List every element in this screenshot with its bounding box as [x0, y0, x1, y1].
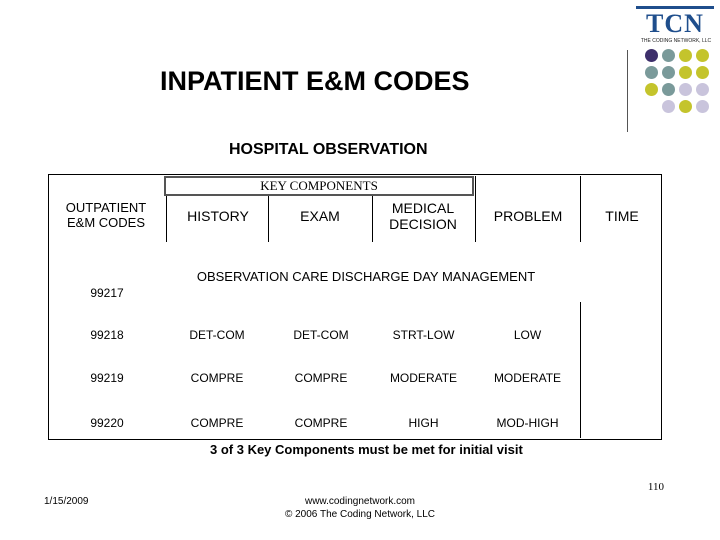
column-divider — [580, 176, 581, 242]
dot — [696, 49, 709, 62]
page-title: INPATIENT E&M CODES — [160, 66, 470, 96]
header-codes: OUTPATIENT E&M CODES — [65, 200, 147, 230]
problem-99220: MOD-HIGH — [496, 416, 559, 430]
dot — [696, 83, 709, 96]
decorative-divider — [627, 50, 628, 132]
header-history: HISTORY — [187, 208, 249, 224]
dot — [645, 49, 658, 62]
dot — [696, 66, 709, 79]
decision-99218: STRT-LOW — [392, 328, 455, 342]
dot — [679, 100, 692, 113]
dot — [662, 100, 675, 113]
exam-99220: COMPRE — [294, 416, 348, 430]
header-exam: EXAM — [300, 208, 340, 224]
dot — [679, 49, 692, 62]
history-99220: COMPRE — [190, 416, 244, 430]
company-logo-subtitle: THE CODING NETWORK, LLC — [640, 38, 712, 44]
code-99217: 99217 — [90, 286, 124, 300]
requirement-note: 3 of 3 Key Components must be met for initial visit — [210, 442, 523, 457]
problem-99219: MODERATE — [493, 371, 562, 385]
problem-99218: LOW — [513, 328, 542, 342]
key-components-label: KEY COMPONENTS — [164, 176, 474, 196]
footer-date: 1/15/2009 — [44, 496, 89, 507]
dot — [662, 66, 675, 79]
decorative-dot-grid — [640, 48, 720, 124]
dot — [679, 83, 692, 96]
code-99220: 99220 — [90, 416, 124, 430]
dot — [662, 49, 675, 62]
footer-website: www.codingnetwork.com — [304, 496, 416, 507]
decision-99219: MODERATE — [389, 371, 458, 385]
code-99219: 99219 — [90, 371, 124, 385]
history-99219: COMPRE — [190, 371, 244, 385]
exam-99218: DET-COM — [293, 328, 349, 342]
decision-99220: HIGH — [408, 416, 439, 430]
page-subtitle: HOSPITAL OBSERVATION — [229, 141, 428, 158]
dot — [679, 66, 692, 79]
company-logo: TCN — [636, 6, 714, 39]
exam-99219: COMPRE — [294, 371, 348, 385]
header-medical-decision: MEDICAL DECISION — [389, 200, 457, 232]
dot — [662, 83, 675, 96]
dot — [645, 83, 658, 96]
footer-copyright: © 2006 The Coding Network, LLC — [284, 509, 436, 520]
page-number: 110 — [647, 481, 664, 493]
discharge-note: OBSERVATION CARE DISCHARGE DAY MANAGEMENT — [196, 269, 536, 284]
history-99218: DET-COM — [189, 328, 245, 342]
code-99218: 99218 — [90, 328, 124, 342]
dot — [645, 66, 658, 79]
time-column-divider — [580, 302, 581, 438]
header-problem: PROBLEM — [493, 208, 563, 224]
header-time: TIME — [605, 208, 639, 224]
column-divider — [475, 176, 476, 242]
dot — [696, 100, 709, 113]
